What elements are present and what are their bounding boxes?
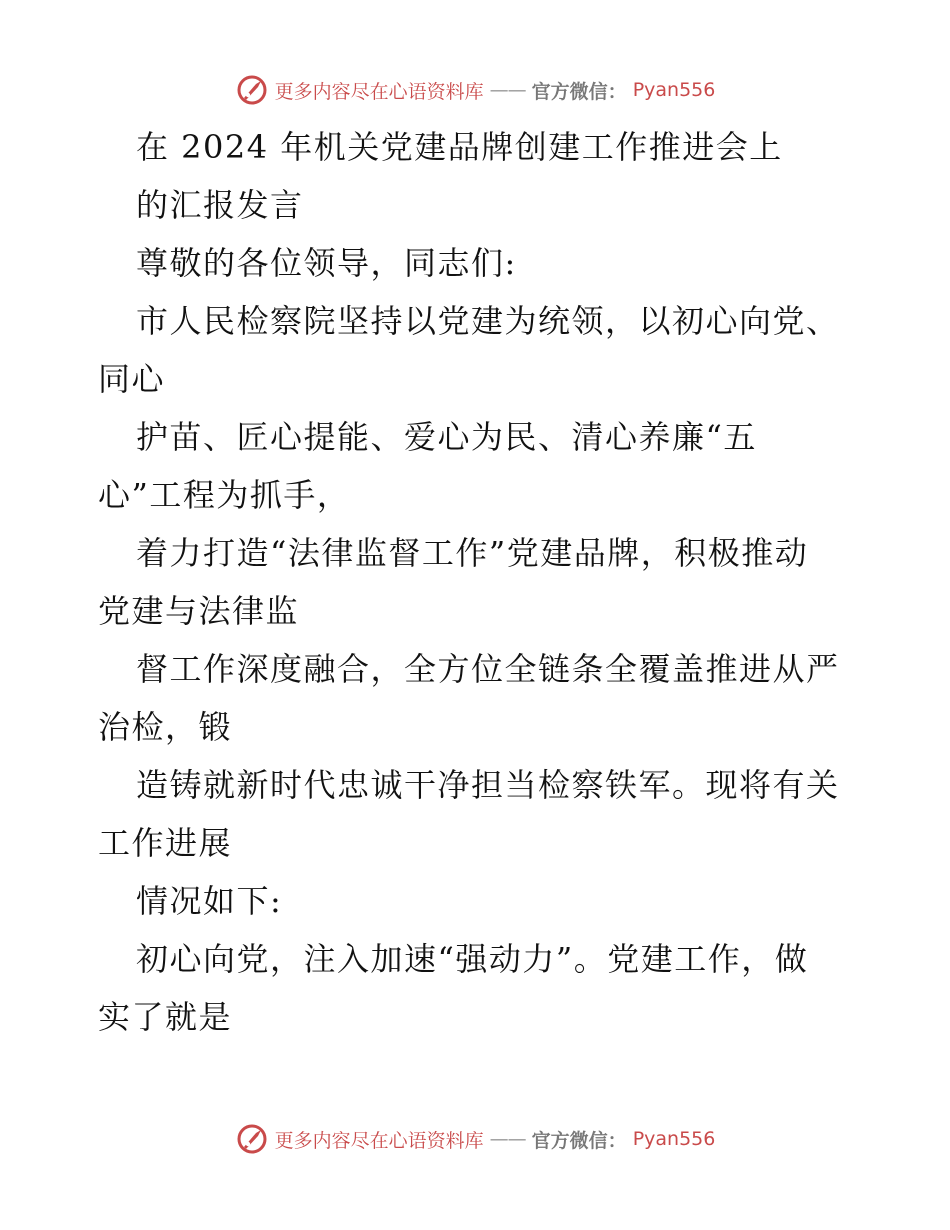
footer-watermark bbox=[0, 1122, 950, 1156]
watermark-wechat-label: 官方微信： bbox=[531, 80, 627, 103]
doc-paragraph-line: 初心向党，注入加速“强动力”。党建工作，做 bbox=[136, 940, 809, 978]
document-body bbox=[98, 118, 858, 1046]
watermark-main-text: 更多内容尽在心语资料库 bbox=[274, 80, 484, 103]
doc-paragraph-line: 治检，锻 bbox=[98, 708, 233, 746]
doc-salutation: 尊敬的各位领导，同志们: bbox=[136, 244, 517, 282]
doc-paragraph-line: 市人民检察院坚持以党建为统领，以初心向党、 bbox=[136, 302, 840, 340]
doc-paragraph-line: 同心 bbox=[98, 360, 166, 398]
doc-paragraph-line: 心”工程为抓手， bbox=[98, 476, 351, 514]
pen-nib-logo-icon bbox=[235, 1122, 269, 1156]
header-watermark bbox=[0, 73, 950, 107]
watermark-wechat-id: Pyan556 bbox=[632, 79, 716, 101]
pen-nib-logo-icon bbox=[235, 73, 269, 107]
watermark-separator: —— bbox=[489, 79, 526, 101]
doc-paragraph-line: 情况如下: bbox=[136, 882, 283, 920]
watermark-main-text: 更多内容尽在心语资料库 bbox=[274, 1129, 484, 1152]
doc-paragraph-line: 实了就是 bbox=[98, 998, 233, 1036]
watermark-separator: —— bbox=[489, 1128, 526, 1150]
doc-title-line-1: 在 2024 年机关党建品牌创建工作推进会上 bbox=[136, 128, 783, 166]
watermark-wechat-label: 官方微信： bbox=[531, 1129, 627, 1152]
doc-title-line-2: 的汇报发言 bbox=[136, 186, 304, 224]
doc-paragraph-line: 工作进展 bbox=[98, 824, 233, 862]
doc-paragraph-line: 着力打造“法律监督工作”党建品牌，积极推动 bbox=[136, 534, 809, 572]
watermark-wechat-id: Pyan556 bbox=[632, 1128, 716, 1150]
doc-paragraph-line: 督工作深度融合，全方位全链条全覆盖推进从严 bbox=[136, 650, 840, 688]
doc-paragraph-line: 护苗、匠心提能、爱心为民、清心养廉“五 bbox=[136, 418, 757, 456]
doc-paragraph-line: 党建与法律监 bbox=[98, 592, 300, 630]
doc-paragraph-line: 造铸就新时代忠诚干净担当检察铁军。现将有关 bbox=[136, 766, 840, 804]
